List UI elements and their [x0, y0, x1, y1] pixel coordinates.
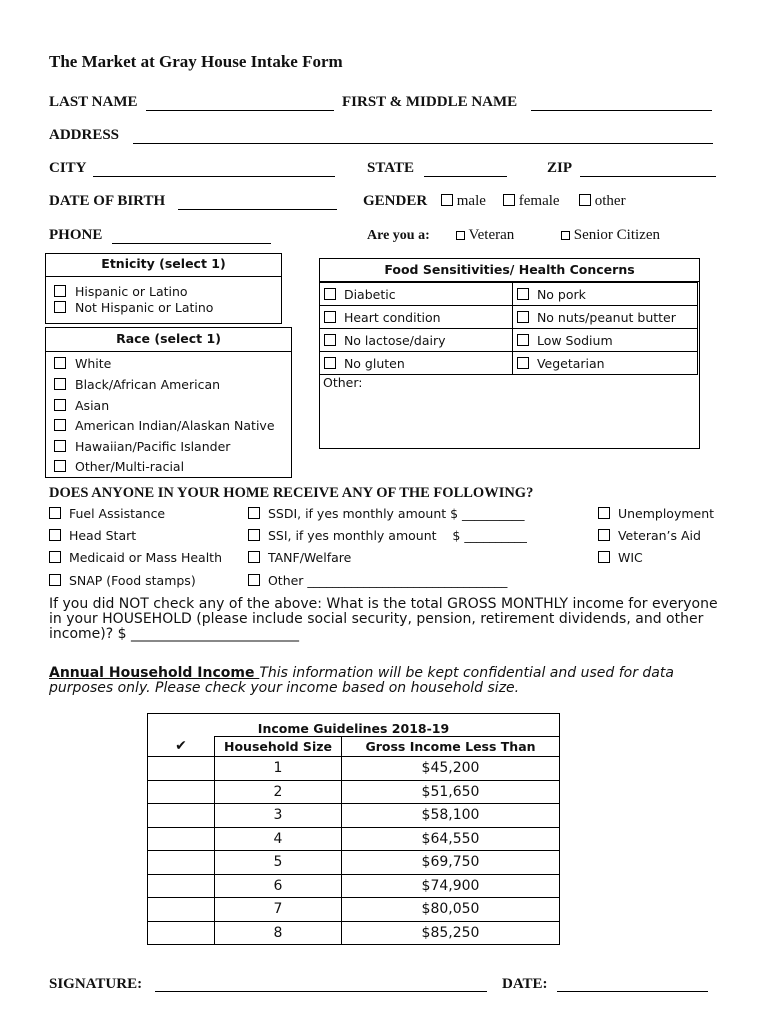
- checkbox-icon[interactable]: [49, 551, 61, 563]
- checkbox-icon[interactable]: [248, 529, 260, 541]
- checkbox-icon[interactable]: [324, 357, 336, 369]
- row-check-cell[interactable]: [148, 898, 215, 922]
- checkbox-icon[interactable]: [324, 334, 336, 346]
- checkbox-icon[interactable]: [54, 285, 66, 297]
- table-row: 8 $85,250: [148, 921, 560, 945]
- income-table-title: Income Guidelines 2018-19: [148, 714, 560, 737]
- checkbox-icon[interactable]: [248, 574, 260, 586]
- row-check-cell[interactable]: [148, 757, 215, 781]
- row-check-cell[interactable]: [148, 827, 215, 851]
- senior-citizen-option[interactable]: Senior Citizen: [561, 227, 660, 244]
- checkbox-icon[interactable]: [517, 357, 529, 369]
- city-field[interactable]: [93, 176, 335, 177]
- assistance-option[interactable]: Unemployment: [598, 506, 714, 521]
- food-option[interactable]: Low Sodium: [513, 329, 698, 352]
- dob-field[interactable]: [178, 209, 337, 210]
- checkbox-icon[interactable]: [54, 460, 66, 472]
- phone-label: PHONE: [49, 227, 103, 243]
- assistance-option[interactable]: TANF/Welfare: [248, 550, 351, 565]
- gender-label: GENDER: [363, 193, 428, 209]
- checkbox-icon[interactable]: [517, 311, 529, 323]
- table-row: 4 $64,550: [148, 827, 560, 851]
- table-row: [320, 306, 698, 329]
- veteran-option[interactable]: Veteran: [456, 227, 514, 244]
- food-header: Food Sensitivities/ Health Concerns: [320, 259, 699, 282]
- phone-field[interactable]: [112, 243, 271, 244]
- checkbox-icon[interactable]: [54, 357, 66, 369]
- household-size-header: Household Size: [215, 737, 342, 757]
- checkbox-icon[interactable]: [441, 194, 453, 206]
- food-option[interactable]: Vegetarian: [513, 352, 698, 375]
- assistance-option[interactable]: Fuel Assistance: [49, 506, 165, 521]
- assistance-option[interactable]: Veteran’s Aid: [598, 528, 701, 543]
- checkbox-icon[interactable]: [324, 311, 336, 323]
- row-check-cell[interactable]: [148, 851, 215, 875]
- checkbox-icon[interactable]: [49, 574, 61, 586]
- gender-option-other[interactable]: other: [579, 193, 626, 210]
- are-you-label: Are you a:: [367, 228, 430, 243]
- annual-income-note: Annual Household Income This information will be kept confidential and used for data purposes only. Please check your income based on household size.: [49, 665, 674, 696]
- checkbox-icon[interactable]: [456, 231, 465, 240]
- address-field[interactable]: [133, 143, 713, 144]
- zip-field[interactable]: [580, 176, 716, 177]
- table-header-row: [148, 737, 560, 757]
- zip-label: ZIP: [547, 160, 573, 176]
- checkbox-icon[interactable]: [503, 194, 515, 206]
- checkbox-icon[interactable]: [517, 288, 529, 300]
- gender-option-female[interactable]: female: [503, 193, 560, 210]
- race-option[interactable]: Other/Multi-racial: [54, 459, 184, 474]
- state-label: STATE: [367, 160, 414, 176]
- ethnicity-header: Etnicity (select 1): [46, 254, 281, 277]
- table-row: 3 $58,100: [148, 804, 560, 828]
- checkbox-icon[interactable]: [579, 194, 591, 206]
- food-option[interactable]: No nuts/peanut butter: [513, 306, 698, 329]
- address-label: ADDRESS: [49, 127, 120, 143]
- city-label: CITY: [49, 160, 87, 176]
- food-option[interactable]: No lactose/dairy: [320, 329, 513, 352]
- gross-income-header: Gross Income Less Than: [342, 737, 560, 757]
- checkbox-icon[interactable]: [54, 419, 66, 431]
- table-row: 2 $51,650: [148, 780, 560, 804]
- first-middle-name-field[interactable]: [531, 110, 712, 111]
- food-option[interactable]: Diabetic: [320, 283, 513, 306]
- table-row: 5 $69,750: [148, 851, 560, 875]
- row-check-cell[interactable]: [148, 804, 215, 828]
- checkbox-icon[interactable]: [54, 378, 66, 390]
- assistance-option[interactable]: SNAP (Food stamps): [49, 573, 196, 588]
- gender-option-male[interactable]: male: [441, 193, 486, 210]
- assistance-question: DOES ANYONE IN YOUR HOME RECEIVE ANY OF THE FOLLOWING?: [49, 485, 534, 501]
- checkbox-icon[interactable]: [517, 334, 529, 346]
- race-header: Race (select 1): [46, 328, 291, 352]
- assistance-option[interactable]: Medicaid or Mass Health: [49, 550, 222, 565]
- annual-income-heading: Annual Household Income: [49, 665, 260, 681]
- assistance-option[interactable]: WIC: [598, 550, 643, 565]
- table-header-row: [148, 714, 560, 737]
- food-sensitivities-box: [319, 258, 700, 449]
- checkbox-icon[interactable]: [49, 529, 61, 541]
- row-check-cell[interactable]: [148, 921, 215, 945]
- ethnicity-box: [45, 253, 282, 324]
- food-other-field[interactable]: [320, 393, 699, 447]
- table-row: [320, 352, 698, 375]
- row-check-cell[interactable]: [148, 874, 215, 898]
- checkbox-icon[interactable]: [598, 551, 610, 563]
- race-option[interactable]: White: [54, 356, 111, 371]
- food-option[interactable]: Heart condition: [320, 306, 513, 329]
- race-box: [45, 327, 292, 478]
- date-field[interactable]: [557, 991, 708, 992]
- food-option[interactable]: No gluten: [320, 352, 513, 375]
- table-row: 1 $45,200: [148, 757, 560, 781]
- ethnicity-option[interactable]: Hispanic or Latino: [54, 284, 188, 299]
- checkbox-icon[interactable]: [598, 529, 610, 541]
- first-middle-name-label: FIRST & MIDDLE NAME: [342, 94, 518, 110]
- race-option[interactable]: Asian: [54, 398, 109, 413]
- assistance-option[interactable]: SSI, if yes monthly amount $ __________: [248, 528, 527, 543]
- table-row: [320, 283, 698, 306]
- checkbox-icon[interactable]: [54, 440, 66, 452]
- table-row: [320, 329, 698, 352]
- assistance-option[interactable]: Head Start: [49, 528, 136, 543]
- race-option[interactable]: American Indian/Alaskan Native: [54, 418, 275, 433]
- assistance-option[interactable]: SSDI, if yes monthly amount $ __________: [248, 506, 525, 521]
- checkbox-icon[interactable]: [598, 507, 610, 519]
- checkmark-icon: ✔: [148, 737, 215, 757]
- form-title: The Market at Gray House Intake Form: [49, 52, 343, 71]
- race-option[interactable]: Black/African American: [54, 377, 220, 392]
- signature-label: SIGNATURE:: [49, 976, 143, 992]
- food-option[interactable]: No pork: [513, 283, 698, 306]
- checkbox-icon[interactable]: [49, 507, 61, 519]
- food-other-label: Other:: [323, 375, 363, 390]
- income-guidelines-table: [147, 713, 560, 945]
- race-option[interactable]: Hawaiian/Pacific Islander: [54, 439, 230, 454]
- state-field[interactable]: [424, 176, 507, 177]
- checkbox-icon[interactable]: [248, 551, 260, 563]
- checkbox-icon[interactable]: [54, 301, 66, 313]
- table-row: 6 $74,900: [148, 874, 560, 898]
- ethnicity-option[interactable]: Not Hispanic or Latino: [54, 300, 213, 315]
- checkbox-icon[interactable]: [248, 507, 260, 519]
- gross-income-field[interactable]: income)? $ ________________________: [49, 626, 299, 642]
- row-check-cell[interactable]: [148, 780, 215, 804]
- dob-label: DATE OF BIRTH: [49, 193, 166, 209]
- last-name-label: LAST NAME: [49, 94, 138, 110]
- last-name-field[interactable]: [146, 110, 334, 111]
- food-table: [319, 282, 698, 375]
- checkbox-icon[interactable]: [54, 399, 66, 411]
- assistance-option[interactable]: Other ________________________________: [248, 573, 507, 588]
- gross-income-question: If you did NOT check any of the above: What is the total GROSS MONTHLY income for everyone in your HOUSEHOLD (please include social security, pension, retirement dividends, and other income)? $ ________________________: [49, 597, 739, 642]
- table-row: 7 $80,050: [148, 898, 560, 922]
- checkbox-icon[interactable]: [561, 231, 570, 240]
- checkbox-icon[interactable]: [324, 288, 336, 300]
- date-label: DATE:: [502, 976, 548, 992]
- signature-field[interactable]: [155, 991, 487, 992]
